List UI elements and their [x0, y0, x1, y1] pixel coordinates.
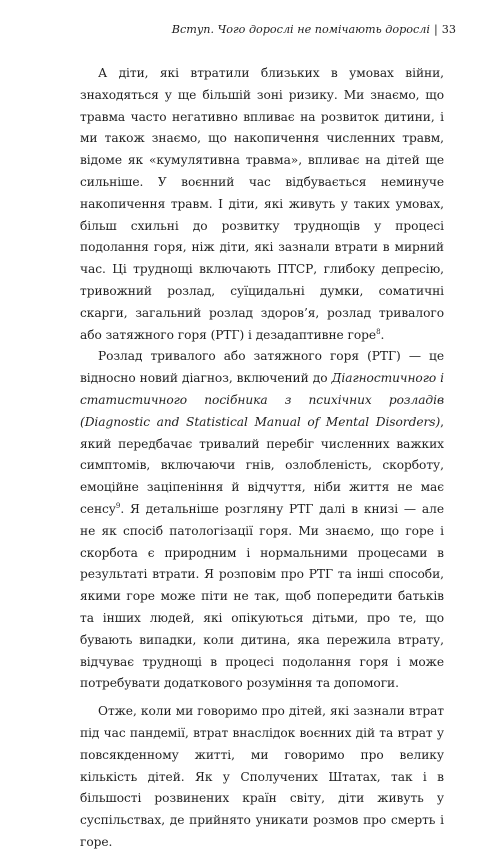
paragraph-2-part-1: Розлад тривалого або затяжного горя (РТГ) — це відносно новий діагноз, включений до: [80, 349, 444, 386]
header-separator: |: [433, 23, 438, 36]
dsm-title: Діагностичного і статистичного посібника з психічних розладів (Diagnostic and Statistical Manual of Mental Disorders): [80, 371, 444, 429]
paragraph-3: [80, 701, 444, 854]
running-header: [172, 24, 456, 35]
body-text: [80, 63, 444, 854]
footnote-marker-9[interactable]: 9: [115, 501, 121, 510]
paragraph-2-part-2: , який передбачає тривалий перебіг численних важких симптомів, включаючи гнів, озлобленість, скорботу, емоційне заціпеніння й відчуття, ніби життя не має сенсу: [80, 414, 444, 516]
chapter-title: Вступ. Чого дорослі не помічають дорослі: [171, 23, 430, 36]
paragraph-2-part-3: . Я детальніше розгляну РТГ далі в книзі — але не як спосіб патологізації горя. Ми знаємо, що горе і скорбота є природним і нормальними процесами в результаті втрати. Я розповім про РТГ та інші способи, якими горе може піти не так, щоб попередити батьків та інших людей, які опікуються дітьми, про те, що бувають випадки, коли дитина, яка пережила втрату, відчуває труднощі в процесі подолання горя і може потребувати додаткового розуміння та допомоги.: [80, 501, 444, 691]
paragraph-1-text: А діти, які втратили близьких в умовах війни, знаходяться у ще більшій зоні ризику. Ми знаємо, що травма часто негативно впливає на розвиток дитини, і ми також знаємо, що накопичення численних травм, відоме як «кумулятивна травма», впливає на дітей ще сильніше. У воєнний час відбувається неминуче накопичення травм. І діти, які живуть у таких умовах, більш схильні до розвитку труднощів у процесі подолання горя, ніж діти, які зазнали втрати в мирний час. Ці труднощі включають ПТСР, глибоку депресію, тривожний розлад, суїцидальні думки, соматичні скарги, загальний розлад здоров’я, розлад тривалого або затяжного горя (РТГ) і дезадаптивне горе: [80, 66, 444, 342]
footnote-marker-8[interactable]: 8: [376, 327, 381, 336]
paragraph-3-text: Отже, коли ми говоримо про дітей, які зазнали втрат під час пандемії, втрат внаслідок воєнних дій та втрат у повсякденному житті, ми говоримо про велику кількість дітей. Як у Сполучених Штатах, так і в більшості розвинених країн світу, діти живуть у суспільствах, де прийнято уникати розмов про смерть і горе.: [80, 704, 444, 849]
paragraph-1-end: .: [380, 327, 385, 342]
page-number: 33: [441, 23, 456, 36]
paragraph-2: [80, 346, 444, 695]
paragraph-1: [80, 63, 444, 346]
